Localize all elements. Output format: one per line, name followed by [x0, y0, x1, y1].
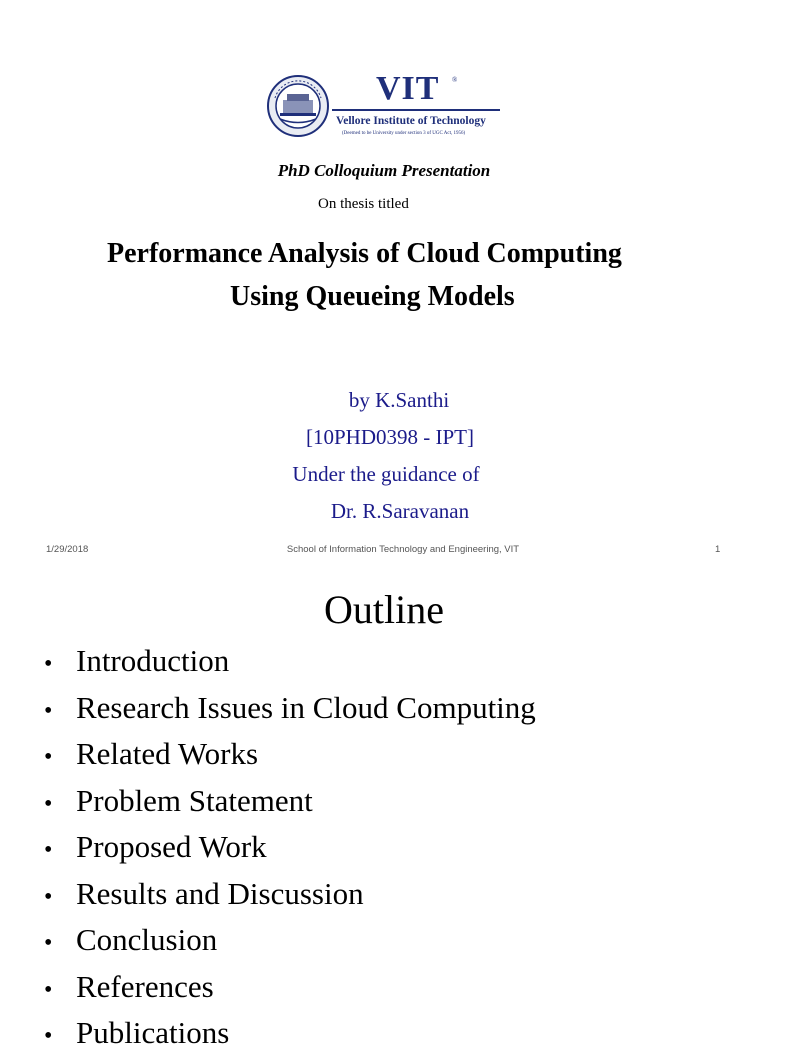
footer-school: School of Information Technology and Engineering, VIT: [286, 544, 520, 555]
deemed-university-note: (Deemed to be University under section 3 of UGC Act, 1956): [342, 131, 466, 136]
outline-item: [44, 780, 536, 827]
bullet-icon: •: [44, 744, 53, 770]
outline-item: [44, 687, 536, 734]
thesis-title-line-1: Performance Analysis of Cloud Computing: [107, 238, 622, 269]
guidance-label: Under the guidance of: [292, 462, 480, 486]
footer-page-number: 1: [715, 544, 721, 555]
outline-item-label: Problem Statement: [76, 782, 313, 818]
outline-item-label: Proposed Work: [76, 829, 267, 864]
logo-divider: [332, 109, 500, 111]
outline-item: [44, 826, 536, 873]
outline-item-label: References: [76, 968, 214, 1004]
outline-item-label: Conclusion: [76, 922, 218, 957]
bullet-icon: •: [44, 790, 53, 817]
bullet-icon: •: [44, 837, 53, 863]
bullet-icon: •: [44, 651, 53, 677]
bullet-icon: •: [44, 976, 53, 1003]
outline-title: Outline: [324, 587, 444, 632]
thesis-title-line-2: Using Queueing Models: [230, 281, 515, 312]
outline-item: [44, 966, 536, 1013]
outline-item: [44, 1012, 536, 1059]
bullet-icon: •: [44, 1023, 53, 1049]
brand-name: VIT: [376, 70, 440, 107]
footer-date: 1/29/2018: [46, 544, 89, 555]
author-name: by K.Santhi: [348, 388, 450, 412]
bullet-icon: •: [44, 883, 53, 910]
outline-item-label: Research Issues in Cloud Computing: [76, 689, 536, 725]
bullet-icon: •: [44, 930, 53, 956]
outline-item-label: Introduction: [76, 643, 230, 678]
outline-item: [44, 733, 536, 780]
outline-item: [44, 640, 536, 687]
author-block: [0, 382, 768, 530]
outline-item: [44, 873, 536, 920]
vit-seal-icon: [266, 74, 330, 138]
registered-mark: ®: [452, 76, 458, 84]
registration-number: [10PHD0398 - IPT]: [306, 425, 474, 449]
outline-item-label: Related Works: [76, 736, 259, 771]
vit-logo: [266, 66, 506, 146]
on-thesis-text: On thesis titled: [318, 196, 409, 212]
outline-item-label: Publications: [76, 1015, 230, 1050]
bullet-icon: •: [44, 697, 53, 724]
outline-slide: [0, 576, 768, 1050]
guide-name: Dr. R.Saravanan: [330, 499, 470, 523]
outline-list: [44, 640, 536, 1059]
colloquium-heading: PhD Colloquium Presentation: [277, 161, 491, 180]
institute-name: Vellore Institute of Technology: [336, 115, 486, 127]
outline-item-label: Results and Discussion: [76, 875, 364, 911]
outline-item: [44, 919, 536, 966]
